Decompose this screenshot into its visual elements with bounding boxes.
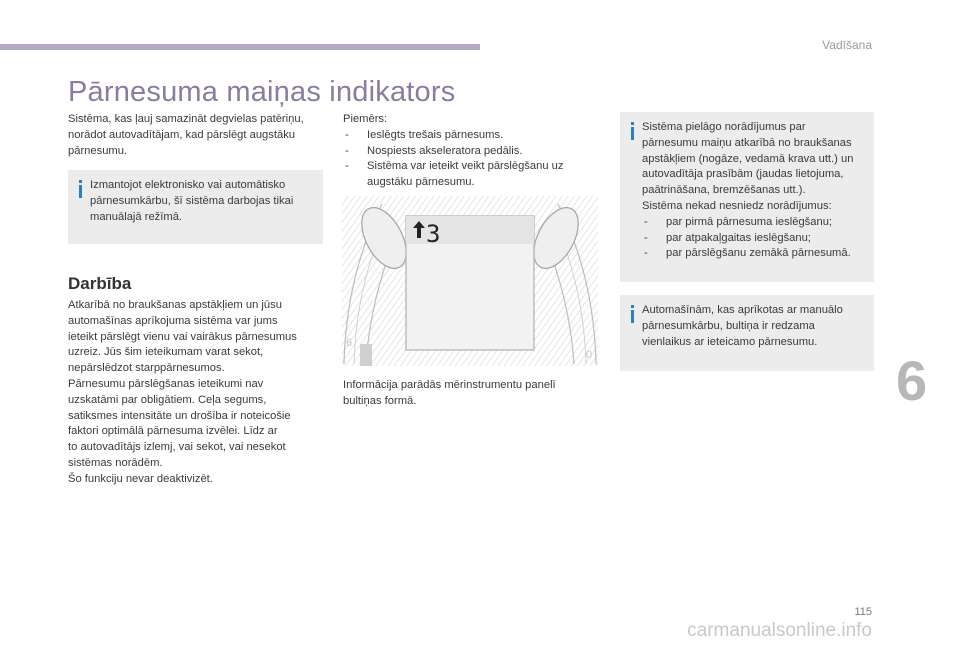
section-heading: Darbība (68, 274, 132, 293)
body-line: automašīnas aprīkojuma sistēma var jums (68, 314, 278, 327)
info-icon (629, 122, 639, 140)
note-line: paātrināšana, bremzēšanas utt.). (642, 184, 806, 197)
note-manual-gearbox (620, 295, 874, 371)
list-item-line: augstāku pārnesumu. (367, 176, 475, 189)
operation-paragraph (68, 298, 330, 488)
body-line: ieteikt pārslēgt vienu vai vairākus pārnesumus (68, 330, 297, 343)
page-number: 115 (854, 606, 872, 618)
body-line: uzreiz. Jūs šim ieteikumam varat sekot, (68, 346, 264, 359)
note-line: pārnesumkārbu, šī sistēma darbojas tikai (90, 194, 294, 207)
list-item (343, 159, 598, 191)
chapter-number: 6 (896, 349, 928, 412)
note-manual-mode (68, 170, 323, 244)
example-steps (343, 128, 598, 191)
note-line: Izmantojot elektronisko vai automātisko (90, 179, 286, 191)
note-line: Sistēma nekad nesniedz norādījumus: (642, 199, 832, 212)
body-line: sistēmas norādēm. (68, 456, 163, 469)
list-item: - par pārslēgšanu zemākā pārnesumā. (642, 246, 866, 262)
intro-paragraph (68, 112, 330, 159)
list-item: - par atpakaļgaitas ieslēgšanu; (642, 231, 866, 247)
page-title: Pārnesuma maiņas indikators (68, 76, 456, 108)
note-system-adaptation (620, 112, 874, 282)
note-line: vienlaikus ar ieteicamo pārnesumu. (642, 335, 818, 348)
note-line: autovadītāja prasībām (jaudas lietojuma, (642, 168, 844, 181)
list-item: - par pirmā pārnesuma ieslēgšanu; (642, 215, 866, 231)
body-line: uzskatāmi par obligātiem. Ceļa segums, (68, 393, 267, 406)
illustration-caption (343, 378, 598, 410)
body-line: Pārnesumu pārslēgšanas ieteikumi nav (68, 377, 264, 390)
body-line: faktori optimālā pārnesuma izvēlei. Līdz ar (68, 425, 278, 438)
note-line: apstākļiem (nogāze, vedamā krava utt.) un (642, 152, 854, 165)
example-block (343, 112, 598, 191)
info-icon (77, 180, 87, 198)
body-line: satiksmes intensitāte un drošība ir noteicošie (68, 409, 291, 422)
svg-text:0: 0 (586, 349, 593, 361)
body-line: to autovadītājs izlemj, vai sekot, vai nesekot (68, 441, 286, 454)
note-list (642, 215, 866, 262)
body-line: Šo funkciju nevar deaktivizēt. (68, 472, 213, 485)
list-item: - Ieslēgts trešais pārnesums. (343, 128, 598, 144)
intro-line: norādot autovadītājam, kad pārslēgt augstāku (68, 128, 296, 141)
body-line: Atkarībā no braukšanas apstākļiem un jūsu (68, 299, 282, 311)
intro-line: pārnesumu. (68, 144, 128, 157)
list-item-line: - Sistēma var ieteikt veikt pārslēgšanu uz (367, 160, 564, 173)
intro-line: Sistēma, kas ļauj samazināt degvielas patēriņu, (68, 113, 304, 125)
instrument-panel-illustration (342, 196, 598, 366)
header-accent-bar (0, 44, 480, 50)
gear-digit: 3 (426, 220, 441, 248)
list-item: - Nospiests akseleratora pedālis. (343, 144, 598, 160)
note-line: pārnesumkārbu, bultiņa ir redzama (642, 319, 815, 332)
example-label: Piemērs: (343, 113, 388, 125)
note-line: manuālajā režīmā. (90, 210, 183, 223)
info-icon (629, 305, 639, 323)
caption-line: bultiņas formā. (343, 394, 417, 407)
watermark-text: carmanualsonline.info (687, 620, 872, 641)
section-label: Vadīšana (822, 38, 872, 52)
caption-line: Informācija parādās mērinstrumentu panelī (343, 379, 556, 391)
note-line: Sistēma pielāgo norādījumus par (642, 121, 806, 133)
body-line: nepārslēdzot starppārnesumos. (68, 362, 225, 375)
note-line: pārnesumu maiņu atkarībā no braukšanas (642, 136, 852, 149)
note-line: Automašīnām, kas aprīkotas ar manuālo (642, 304, 843, 316)
svg-text:6: 6 (346, 337, 353, 349)
